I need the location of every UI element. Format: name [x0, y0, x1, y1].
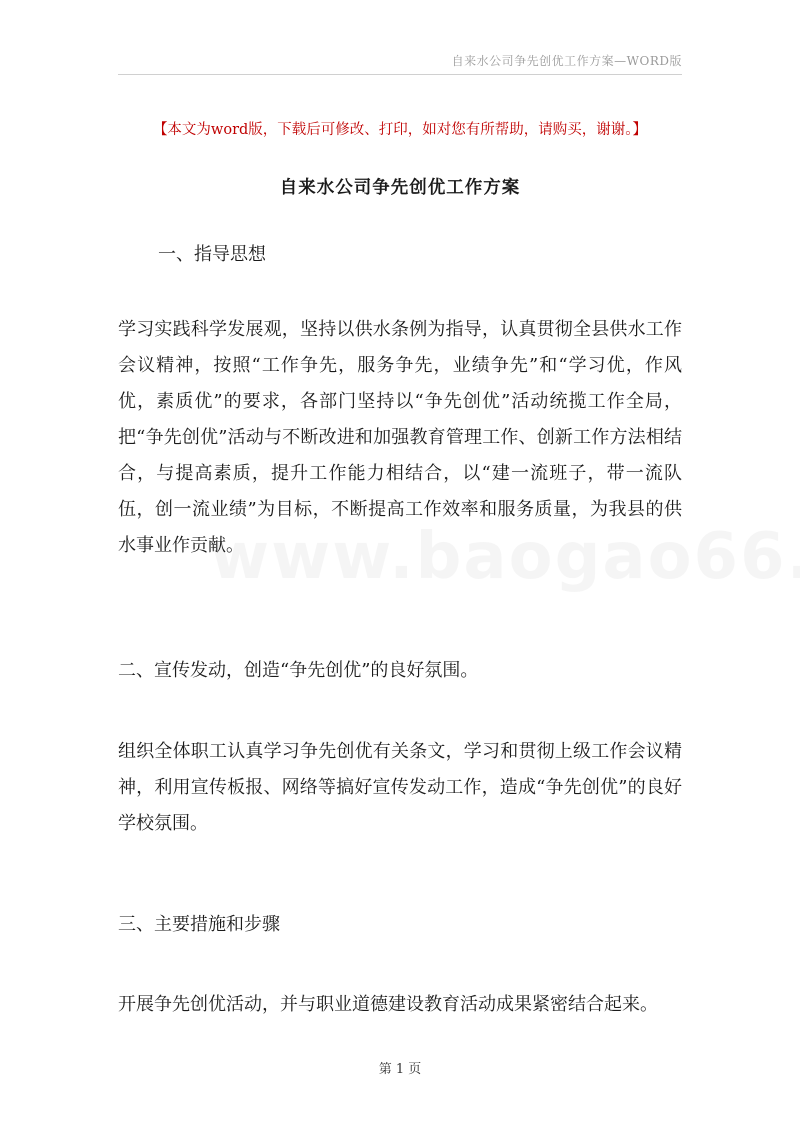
running-header: 自来水公司争先创优工作方案—WORD版: [451, 54, 682, 68]
purchase-notice: 【本文为word版，下载后可修改、打印，如对您有所帮助，请购买，谢谢。】: [152, 122, 648, 138]
section-3-body: 开展争先创优活动，并与职业道德建设教育活动成果紧密结合起来。: [118, 994, 658, 1015]
document-title: 自来水公司争先创优工作方案: [279, 178, 521, 198]
section-3-heading: 三、主要措施和步骤: [118, 914, 280, 935]
page-number: 第 1 页: [378, 1062, 422, 1077]
section-1-body: 学习实践科学发展观，坚持以供水条例为指导，认真贯彻全县供水工作会议精神，按照“工作争先，服务争先，业绩争先”和“学习优，作风优，素质优”的要求，各部门坚持以“争先创优”活动统揽工作全局，把“争先创优”活动与不断改进和加强教育管理工作、创新工作方法相结合，与提高素质，提升工作能力相结合，以“建一流班子，带一流队伍，创一流业绩”为目标，不断提高工作效率和服务质量，为我县的供水事业作贡献。: [118, 319, 682, 556]
header-divider: [118, 74, 682, 75]
section-1-heading: 一、指导思想: [158, 244, 266, 265]
section-2-heading: 二、宣传发动，创造“争先创优”的良好氛围。: [118, 660, 479, 681]
section-2-body: 组织全体职工认真学习争先创优有关条文，学习和贯彻上级工作会议精神，利用宣传板报、网络等搞好宣传发动工作，造成“争先创优”的良好学校氛围。: [118, 741, 682, 834]
